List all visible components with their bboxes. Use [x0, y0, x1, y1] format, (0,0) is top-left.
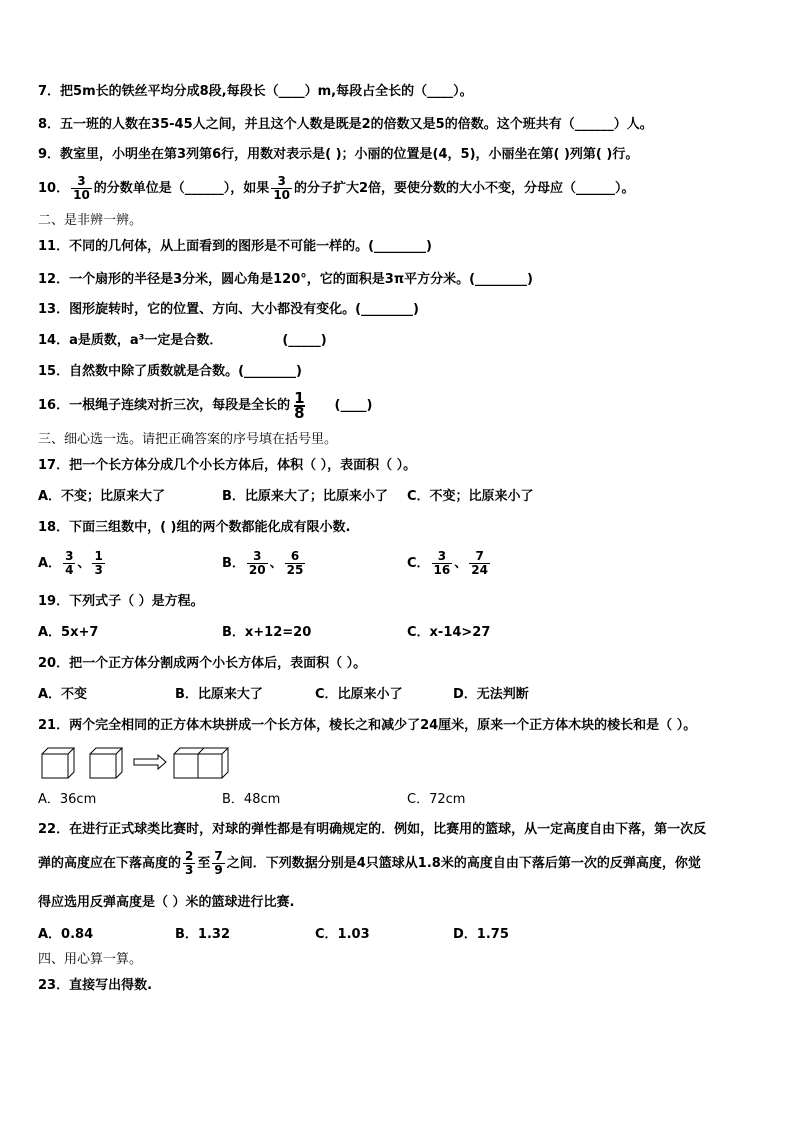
question-number: 23． — [38, 978, 70, 993]
option-d[interactable]: D．1.75 — [453, 927, 509, 942]
question-text: 在进行正式球类比赛时，对球的弹性都是有明确规定的．例如，比赛用的篮球，从一定高度自由下落，第一次反 — [69, 822, 707, 837]
cubes-figure — [40, 746, 240, 780]
question-number: 11． — [38, 239, 70, 254]
question-number: 22． — [38, 822, 70, 837]
question-number: 17． — [38, 458, 70, 473]
question-15 — [38, 364, 302, 380]
section-heading-4: 四、用心算一算。 — [38, 952, 143, 967]
question-number: 19． — [38, 594, 70, 609]
question-16 — [38, 388, 372, 424]
question-13 — [38, 302, 419, 318]
answer-blank: (____) — [334, 398, 373, 413]
fraction: $\frac{1}{8}$ — [294, 388, 305, 422]
question-text: 把一个长方体分成几个小长方体后，体积（ ），表面积（ ）。 — [69, 458, 417, 473]
question-number: 10． — [38, 181, 70, 196]
option-a[interactable]: A．不变 — [38, 687, 88, 702]
option-a[interactable]: A．36cm — [38, 792, 97, 807]
question-number: 20． — [38, 656, 70, 671]
question-21 — [38, 718, 696, 734]
option-b[interactable]: B． $\frac{3}{20}$ 、 $\frac{6}{25}$ — [222, 549, 304, 577]
question-number: 12． — [38, 272, 70, 287]
question-14 — [38, 333, 327, 349]
arrow-icon — [134, 755, 166, 769]
option-b[interactable]: B．比原来大了；比原来小了 — [222, 489, 388, 504]
question-text: 把一个正方体分割成两个小长方体后，表面积（ ）。 — [69, 656, 367, 671]
question-9 — [38, 147, 638, 163]
option-b[interactable]: B．1.32 — [175, 927, 230, 942]
option-a[interactable]: A． $\frac{3}{4}$ 、 $\frac{1}{3}$ — [38, 549, 103, 577]
section-heading-3: 三、细心选一选。请把正确答案的序号填在括号里。 — [38, 432, 338, 447]
question-22-line2: 弹的高度应在下落高度的 $\frac{2}{3}$ 至 $\frac{7}{9}$ 之间．下列数据分别是4只篮球从1.8米的高度自由下落后第一次的反弹高度，你觉 — [38, 849, 701, 877]
question-23 — [38, 978, 152, 994]
option-b[interactable]: B．x+12=20 — [222, 625, 312, 640]
option-b[interactable]: B．比原来大了 — [175, 687, 263, 702]
option-a[interactable]: A．5x+7 — [38, 625, 99, 640]
question-text: 的分子扩大2倍，要使分数的大小不变，分母应（______）。 — [294, 181, 635, 196]
question-text: 下面三组数中，( )组的两个数都能化成有限小数. — [69, 520, 351, 535]
question-12 — [38, 272, 533, 288]
question-20 — [38, 656, 366, 672]
question-18 — [38, 520, 350, 536]
question-22 — [38, 822, 706, 838]
question-text: 自然数中除了质数就是合数。(________) — [69, 364, 302, 379]
question-text: 图形旋转时，它的位置、方向、大小都没有变化。(________) — [69, 302, 419, 317]
question-11 — [38, 239, 432, 255]
question-number: 14． — [38, 333, 70, 348]
section-heading-2: 二、是非辨一辨。 — [38, 213, 143, 228]
question-text: 直接写出得数. — [69, 978, 153, 993]
question-22-line3: 得应选用反弹高度是（ ）米的篮球进行比赛. — [38, 895, 295, 910]
question-number: 9． — [38, 147, 61, 162]
question-text: 两个完全相同的正方体木块拼成一个长方体，棱长之和减少了24厘米，原来一个正方体木块的棱长和是（ ）。 — [69, 718, 697, 733]
question-text: 一根绳子连续对折三次，每段是全长的 — [69, 398, 291, 413]
question-number: 21． — [38, 718, 70, 733]
question-8 — [38, 117, 653, 133]
question-number: 13． — [38, 302, 70, 317]
option-c[interactable]: C．比原来小了 — [315, 687, 403, 702]
question-text: 一个扇形的半径是3分米，圆心角是120°，它的面积是3π平方分米。(________) — [69, 272, 533, 287]
question-text: 五一班的人数在35-45人之间，并且这个人数是既是2的倍数又是5的倍数。这个班共有（______）人。 — [60, 117, 653, 132]
option-c[interactable]: C．1.03 — [315, 927, 370, 942]
question-number: 7． — [38, 84, 61, 99]
option-b[interactable]: B．48cm — [222, 792, 281, 807]
question-17 — [38, 458, 416, 474]
option-c[interactable]: C．x-14>27 — [407, 625, 491, 640]
question-number: 8． — [38, 117, 61, 132]
answer-blank: (_____) — [282, 333, 327, 348]
question-7 — [38, 84, 473, 100]
question-10 — [38, 174, 635, 204]
option-a[interactable]: A．不变；比原来大了 — [38, 489, 166, 504]
question-number: 18． — [38, 520, 70, 535]
question-text: a是质数，a³一定是合数． — [69, 333, 223, 348]
question-19 — [38, 594, 204, 610]
question-text: 的分数单位是（______），如果 — [93, 181, 270, 196]
option-d[interactable]: D．无法判断 — [453, 687, 529, 702]
question-text: 把5m长的铁丝平均分成8段,每段长（____）m,每段占全长的（____）。 — [60, 84, 473, 99]
cube-icon — [42, 748, 74, 778]
fraction: $\frac{3}{10}$ — [273, 174, 291, 202]
fraction: $\frac{3}{10}$ — [73, 174, 90, 202]
cuboid-icon — [174, 748, 228, 778]
cube-icon — [90, 748, 122, 778]
question-text: 教室里，小明坐在第3列第6行，用数对表示是( )；小丽的位置是(4，5)，小丽坐在第( )列第( )行。 — [60, 147, 639, 162]
question-text: 不同的几何体，从上面看到的图形是不可能一样的。(________) — [69, 239, 432, 254]
option-c[interactable]: C．不变；比原来小了 — [407, 489, 534, 504]
question-text: 下列式子（ ）是方程。 — [69, 594, 204, 609]
option-c[interactable]: C． $\frac{3}{16}$ 、 $\frac{7}{24}$ — [407, 549, 488, 577]
option-c[interactable]: C．72cm — [407, 792, 466, 807]
question-number: 16． — [38, 398, 70, 413]
question-number: 15． — [38, 364, 70, 379]
option-a[interactable]: A．0.84 — [38, 927, 94, 942]
